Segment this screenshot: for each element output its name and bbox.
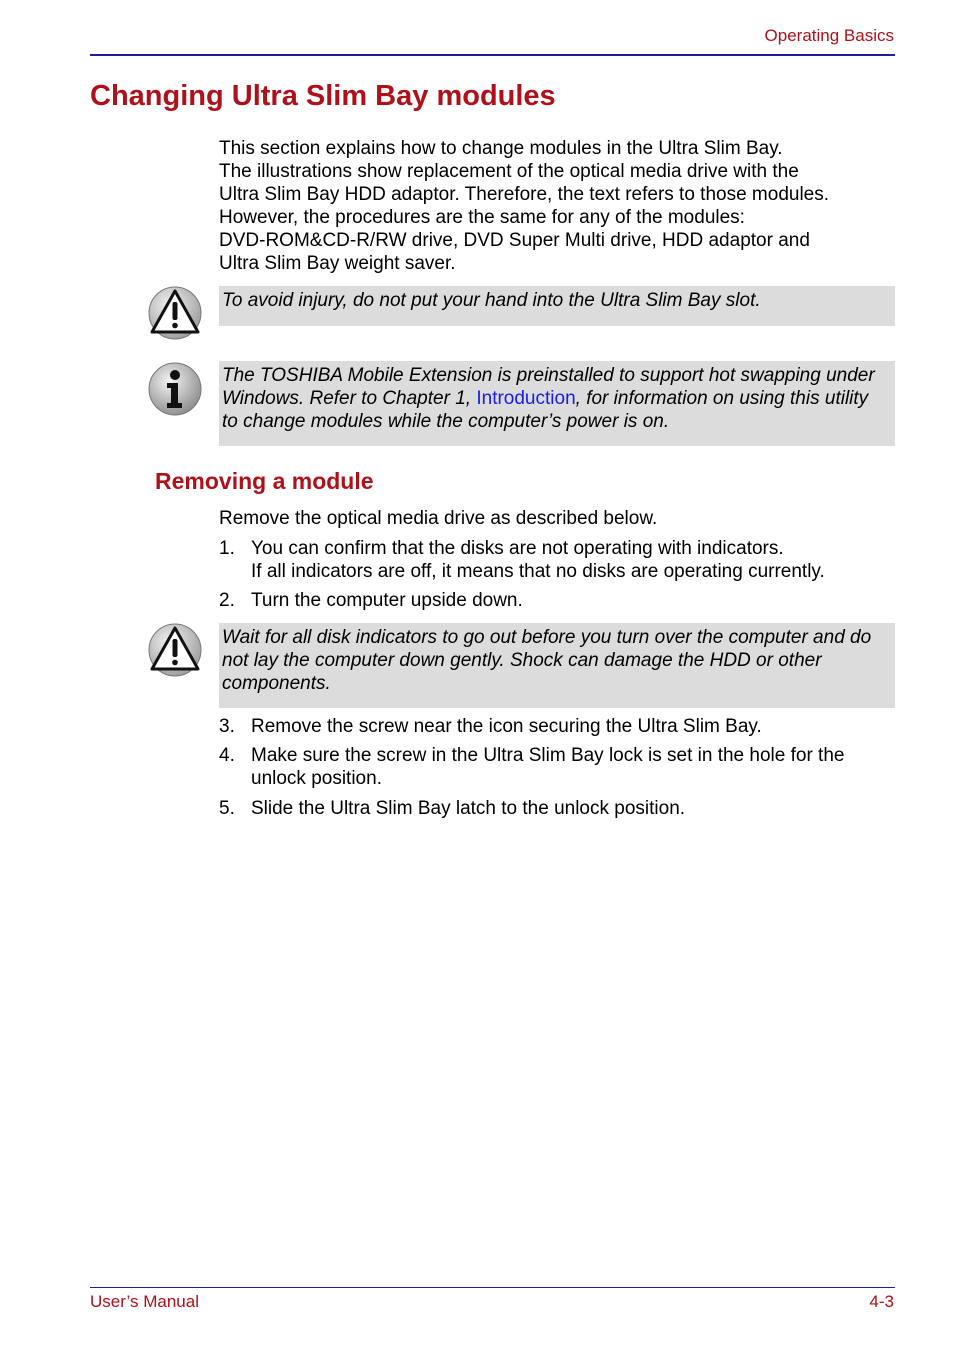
step-item — [219, 797, 895, 820]
intro-line: Ultra Slim Bay HDD adaptor. Therefore, the text refers to those modules. — [219, 184, 830, 205]
step-line: If all indicators are off, it means that no disks are operating currently. — [251, 561, 825, 582]
intro-paragraph — [219, 137, 895, 275]
step-number: 5. — [219, 798, 235, 819]
intro-line: This section explains how to change modules in the Ultra Slim Bay. — [219, 138, 783, 159]
caution-callout — [219, 286, 895, 326]
page-title: Changing Ultra Slim Bay modules — [90, 80, 556, 112]
info-icon — [147, 361, 203, 422]
step-item — [219, 744, 895, 790]
introduction-link[interactable]: Introduction — [476, 388, 576, 409]
footer-rule — [90, 1287, 895, 1288]
step-item — [219, 589, 895, 612]
step-number: 3. — [219, 716, 235, 737]
page-number: 4-3 — [869, 1292, 894, 1311]
header-section-title: Operating Basics — [764, 26, 894, 45]
caution-text: Wait for all disk indicators to go out before you turn over the computer and do not lay the computer down gently. Shock can damage the HDD or other components. — [222, 627, 872, 694]
step-number: 1. — [219, 538, 235, 559]
note-text-start: The TOSHIBA Mobile Extension is preinstalled to support hot swapping under Windows. Refer to Chapter 1, — [222, 365, 875, 409]
step-line: You can confirm that the disks are not operating with indicators. — [251, 538, 784, 559]
caution-triangle-icon — [147, 285, 203, 346]
note-text-end: , for information on using this utility to change modules while the computer’s power is on. — [222, 388, 869, 432]
caution-text: To avoid injury, do not put your hand into the Ultra Slim Bay slot. — [222, 290, 761, 311]
step-line: Remove the screw near the icon securing the Ultra Slim Bay. — [251, 716, 762, 737]
step-line: Turn the computer upside down. — [251, 590, 523, 611]
intro-line: The illustrations show replacement of the optical media drive with the — [219, 161, 799, 182]
section-heading: Removing a module — [155, 468, 374, 494]
step-item — [219, 715, 895, 738]
note-callout — [219, 361, 895, 446]
intro-line: Ultra Slim Bay weight saver. — [219, 253, 456, 274]
caution-triangle-icon — [147, 622, 203, 683]
step-line: Make sure the screw in the Ultra Slim Bay lock is set in the hole for the — [251, 745, 845, 766]
intro-line: DVD-ROM&CD-R/RW drive, DVD Super Multi drive, HDD adaptor and — [219, 230, 810, 251]
footer-manual-title: User’s Manual — [90, 1292, 199, 1311]
step-line: unlock position. — [251, 768, 382, 789]
intro-line: However, the procedures are the same for any of the modules: — [219, 207, 745, 228]
step-line: Slide the Ultra Slim Bay latch to the unlock position. — [251, 798, 686, 819]
step-number: 4. — [219, 745, 235, 766]
step-number: 2. — [219, 590, 235, 611]
step-item — [219, 537, 895, 583]
removing-intro: Remove the optical media drive as described below. — [219, 508, 658, 529]
caution-callout — [219, 623, 895, 708]
header-rule — [90, 54, 895, 56]
